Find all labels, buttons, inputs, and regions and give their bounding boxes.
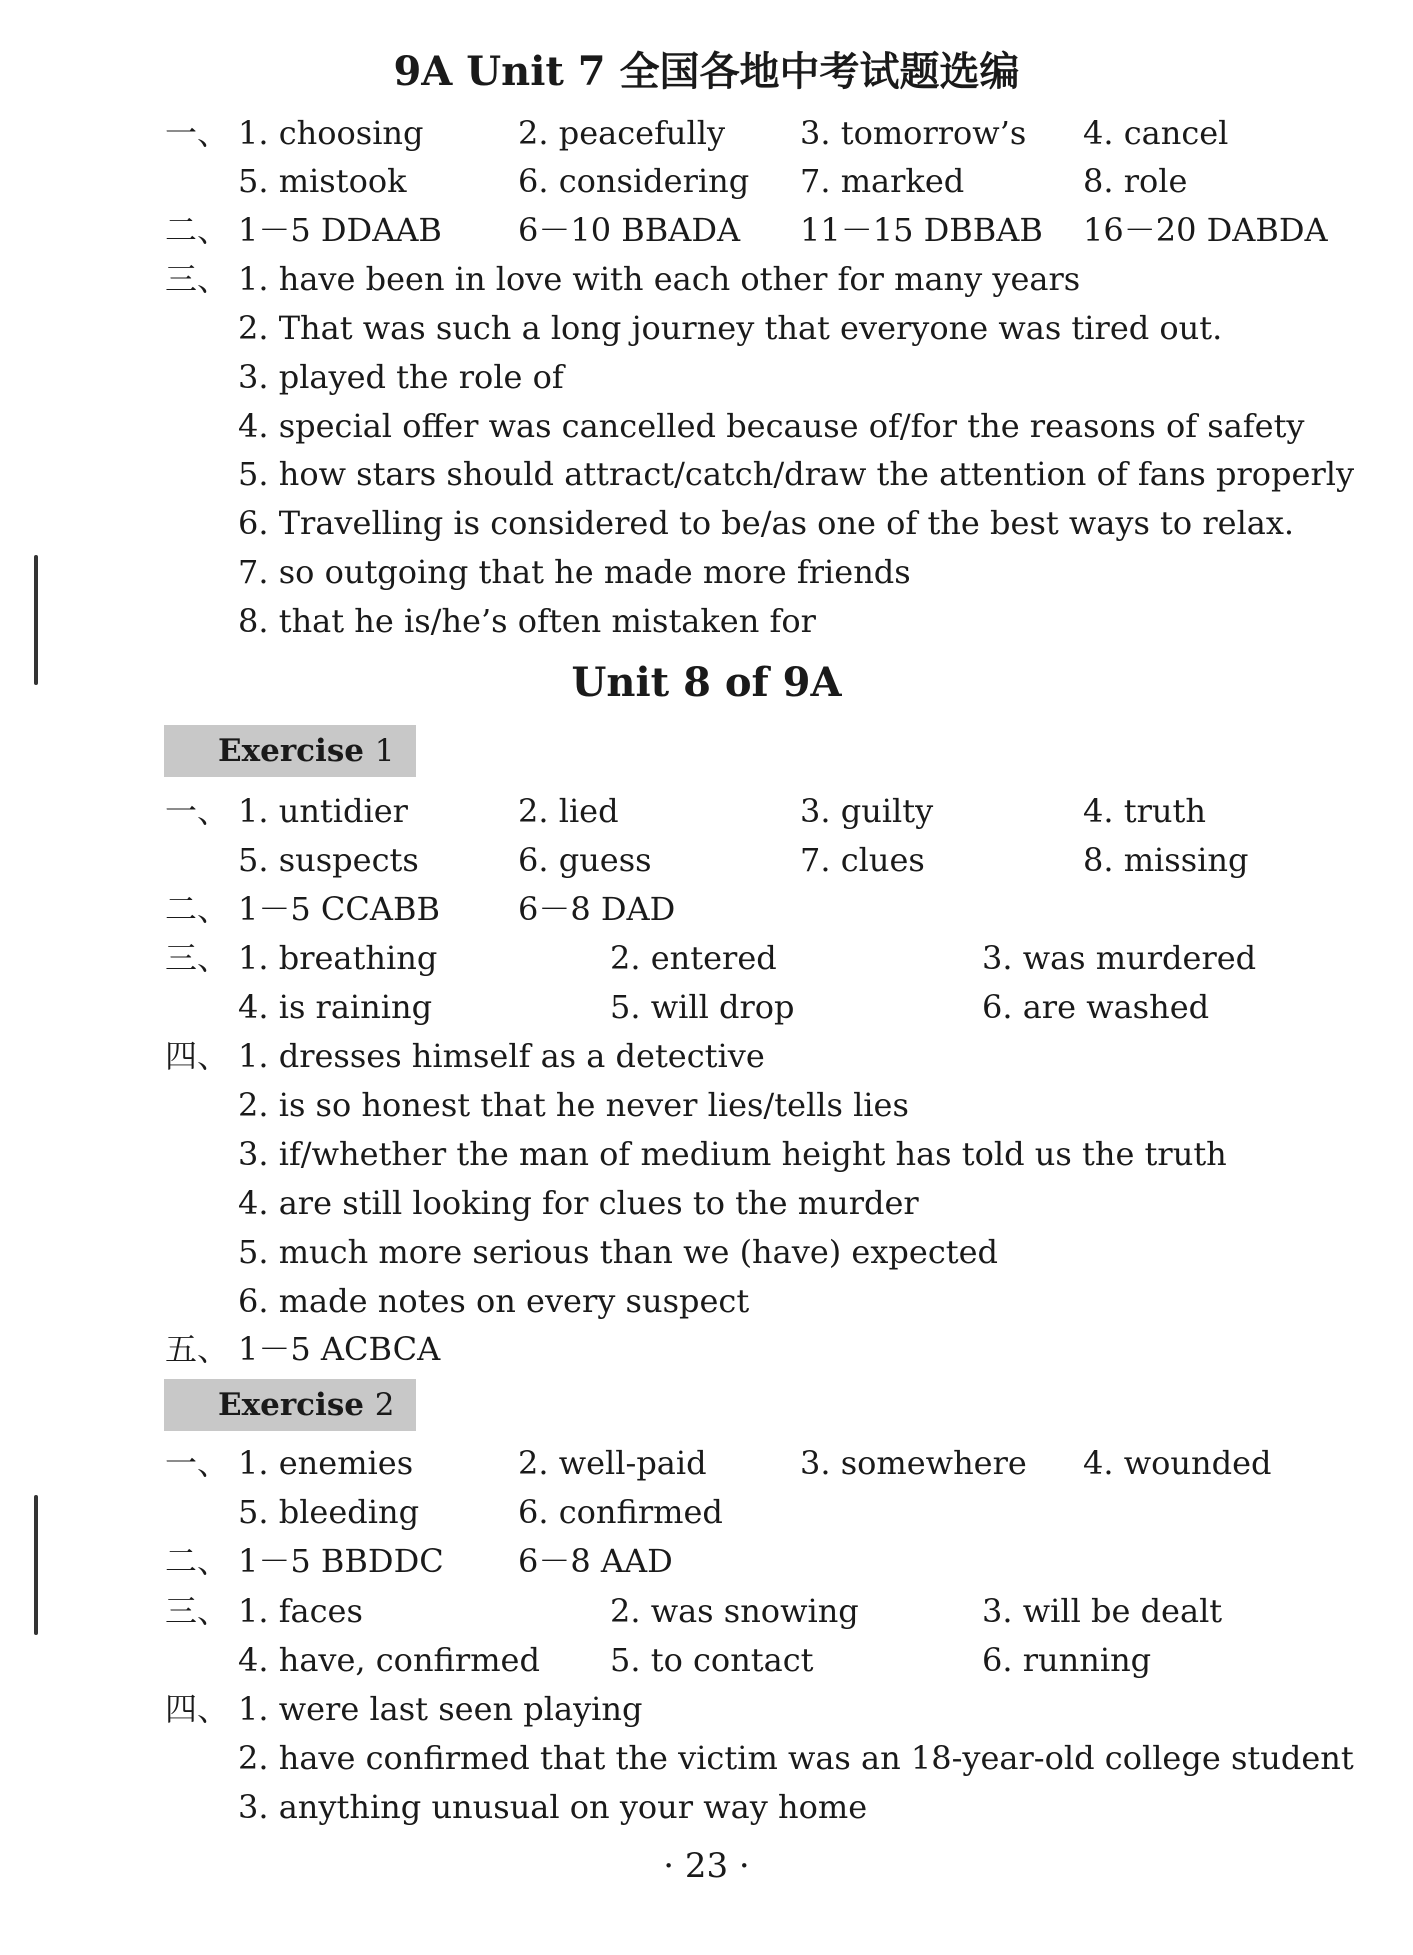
answer-item: 1. breathing	[238, 939, 438, 977]
answer-item: 16－20 DABDA	[1083, 211, 1328, 249]
answer-item: 5. suspects	[238, 841, 419, 879]
answer-line: 5. much more serious than we (have) expected	[238, 1233, 999, 1271]
answer-line: 6. Travelling is considered to be/as one of the best ways to relax.	[238, 504, 1295, 542]
answer-line: 5. how stars should attract/catch/draw the attention of fans properly	[238, 455, 1355, 493]
answer-item: 6. are washed	[982, 988, 1210, 1026]
answer-item: 5. will drop	[610, 988, 795, 1026]
exercise-label-number: 2	[374, 1387, 395, 1423]
answer-line: 4. are still looking for clues to the murder	[238, 1184, 919, 1222]
section-label: 二、	[165, 211, 230, 249]
exercise-2-label	[164, 1379, 416, 1431]
answer-item: 1－5 BBDDC	[238, 1542, 444, 1580]
answer-item: 1－5 DDAAB	[238, 211, 442, 249]
answer-item: 1. enemies	[238, 1444, 414, 1482]
answer-line: 1. were last seen playing	[238, 1690, 643, 1728]
answer-line: 7. so outgoing that he made more friends	[238, 553, 911, 591]
answer-line: 8. that he is/he’s often mistaken for	[238, 602, 816, 640]
page-number: · 23 ·	[663, 1846, 750, 1886]
answer-item: 5. bleeding	[238, 1493, 420, 1531]
section-label: 二、	[165, 890, 230, 928]
answer-line: 6. made notes on every suspect	[238, 1282, 750, 1320]
answer-item: 4. have, confirmed	[238, 1641, 540, 1679]
answer-item: 6－8 DAD	[518, 890, 676, 928]
answer-item: 6. running	[982, 1641, 1152, 1679]
answer-item: 3. was murdered	[982, 939, 1257, 977]
section-label: 一、	[165, 114, 230, 152]
answer-item: 3. tomorrow’s	[800, 114, 1027, 152]
answer-item: 7. marked	[800, 162, 965, 200]
section-label: 四、	[165, 1037, 230, 1075]
answer-line: 1. have been in love with each other for many years	[238, 260, 1081, 298]
answer-item: 4. truth	[1083, 792, 1206, 830]
answer-line: 3. if/whether the man of medium height has told us the truth	[238, 1135, 1227, 1173]
answer-line: 2. That was such a long journey that everyone was tired out.	[238, 309, 1223, 347]
answer-item: 4. wounded	[1083, 1444, 1272, 1482]
scan-margin-mark	[34, 1495, 38, 1635]
answer-item: 1. untidier	[238, 792, 408, 830]
answer-item: 1－5 CCABB	[238, 890, 441, 928]
answer-line: 2. is so honest that he never lies/tells lies	[238, 1086, 909, 1124]
answer-item: 6. confirmed	[518, 1493, 723, 1531]
answer-line: 3. played the role of	[238, 358, 564, 396]
answer-item: 2. was snowing	[610, 1592, 859, 1630]
exercise-label-word: Exercise	[218, 1387, 364, 1423]
answer-item: 3. will be dealt	[982, 1592, 1223, 1630]
answer-item: 1－5 ACBCA	[238, 1330, 441, 1368]
answer-item: 6. guess	[518, 841, 652, 879]
section-label: 一、	[165, 1444, 230, 1482]
section-label: 一、	[165, 792, 230, 830]
answer-item: 8. role	[1083, 162, 1188, 200]
section-label: 三、	[165, 260, 230, 298]
answer-item: 3. somewhere	[800, 1444, 1027, 1482]
scan-margin-mark	[34, 555, 38, 685]
answer-item: 2. peacefully	[518, 114, 726, 152]
answer-item: 4. cancel	[1083, 114, 1229, 152]
answer-item: 1. faces	[238, 1592, 363, 1630]
section-label: 三、	[165, 939, 230, 977]
unit7-title: 9A Unit 7 全国各地中考试题选编	[393, 48, 1020, 95]
answer-item: 1. choosing	[238, 114, 424, 152]
exercise-label-word: Exercise	[218, 733, 364, 769]
answer-item: 2. well-paid	[518, 1444, 707, 1482]
answer-line: 2. have confirmed that the victim was an 18-year-old college student	[238, 1739, 1354, 1777]
section-label: 四、	[165, 1690, 230, 1728]
section-label: 三、	[165, 1592, 230, 1630]
section-label: 五、	[165, 1330, 230, 1368]
unit8-title: Unit 8 of 9A	[571, 659, 842, 706]
answer-item: 4. is raining	[238, 988, 433, 1026]
answer-item: 11－15 DBBAB	[800, 211, 1043, 249]
answer-item: 2. entered	[610, 939, 777, 977]
exercise-label-number: 1	[374, 733, 395, 769]
answer-item: 5. to contact	[610, 1641, 814, 1679]
answer-item: 2. lied	[518, 792, 619, 830]
answer-item: 6－8 AAD	[518, 1542, 673, 1580]
answer-line: 4. special offer was cancelled because of/for the reasons of safety	[238, 407, 1305, 445]
answer-item: 3. guilty	[800, 792, 934, 830]
answer-item: 6－10 BBADA	[518, 211, 741, 249]
answer-item: 5. mistook	[238, 162, 407, 200]
section-label: 二、	[165, 1542, 230, 1580]
answer-line: 3. anything unusual on your way home	[238, 1788, 868, 1826]
answer-item: 7. clues	[800, 841, 925, 879]
exercise-1-label	[164, 725, 416, 777]
answer-line: 1. dresses himself as a detective	[238, 1037, 765, 1075]
answer-item: 8. missing	[1083, 841, 1249, 879]
answer-item: 6. considering	[518, 162, 750, 200]
